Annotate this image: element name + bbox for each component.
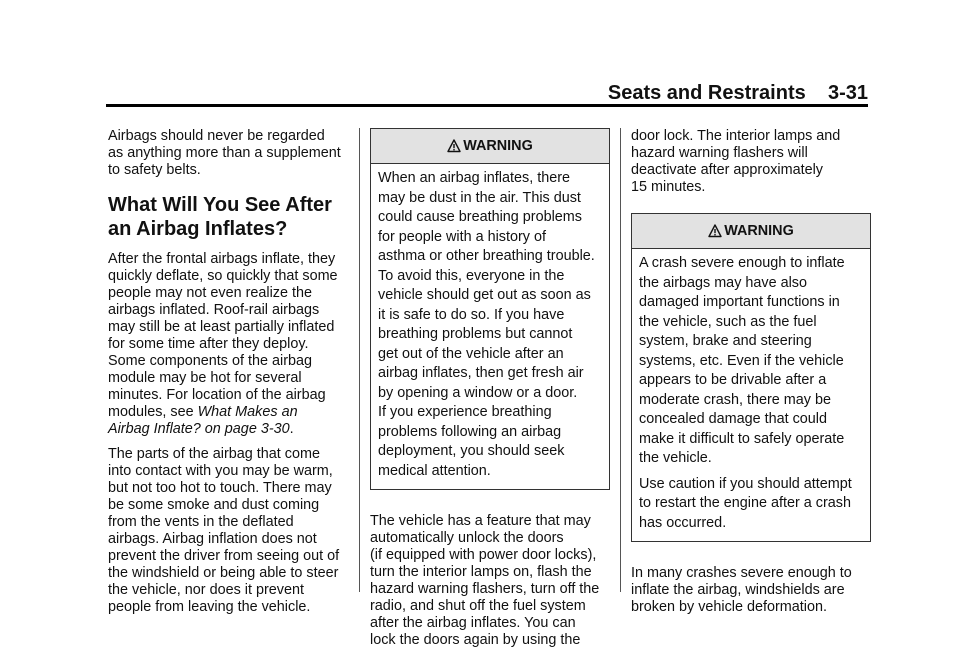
text-line: door lock. The interior lamps and (631, 128, 841, 144)
warning-title: WARNING (724, 222, 794, 239)
cross-reference-link[interactable]: Airbag Inflate? on page 3-30 (108, 421, 290, 437)
text-line: airbag inflates, then get fresh air (378, 365, 584, 381)
text-fragment: . (289, 421, 294, 437)
text-line: may be dust in the air. This dust (378, 189, 581, 206)
warning-paragraph (639, 254, 864, 469)
warning-header (371, 129, 609, 164)
warning-triangle-icon (447, 139, 461, 153)
text-line: A crash severe enough to inflate (639, 255, 845, 271)
text-line: but not too hot to touch. There may (108, 480, 332, 496)
intro-paragraph (108, 128, 350, 179)
text-line: quickly deflate, so quickly that some (108, 268, 338, 284)
warning-paragraph (378, 169, 603, 481)
text-line: the windshield or being able to steer (108, 565, 339, 581)
text-line: to restart the engine after a crash (639, 495, 851, 511)
warning-body (632, 249, 870, 541)
text-line: damaged important functions in (639, 294, 840, 310)
text-fragment: modules, see (108, 404, 198, 420)
text-line: lock the doors again by using the (370, 632, 581, 648)
text-line: hazard warning flashers, turn off the (370, 581, 600, 597)
airbag-parts-paragraph (108, 446, 350, 616)
text-line: breathing problems but cannot (378, 326, 573, 342)
after-inflate-paragraph (108, 251, 350, 438)
text-line: appears to be drivable after a (639, 372, 827, 388)
text-line: system, brake and steering (639, 333, 812, 349)
heading-line: an Airbag Inflates? (108, 218, 288, 240)
text-line (108, 421, 350, 438)
warning-paragraph (639, 475, 864, 534)
text-line: broken by vehicle deformation. (631, 599, 827, 615)
text-line: for some time after they deploy. (108, 336, 309, 352)
text-line: has occurred. (639, 514, 727, 531)
text-line: problems following an airbag (378, 423, 562, 440)
text-line: Airbags should never be regarded (108, 128, 325, 144)
text-line: Use caution if you should attempt (639, 475, 852, 492)
windshield-paragraph (631, 565, 871, 616)
text-line: airbags. Airbag inflation does not (108, 531, 317, 547)
text-line: from the vents in the deflated (108, 514, 294, 530)
text-line: it is safe to do so. If you have (378, 306, 565, 323)
text-line: the airbags may have also (639, 274, 807, 291)
text-line: turn the interior lamps on, flash the (370, 564, 592, 580)
warning-box-dust (370, 128, 610, 490)
text-line: airbags inflated. Roof-rail airbags (108, 302, 320, 318)
text-line (108, 404, 350, 421)
cross-reference-link[interactable]: What Makes an (197, 404, 298, 420)
text-line: inflate the airbag, windshields are (631, 582, 845, 598)
text-line: by opening a window or a door. (378, 384, 578, 401)
text-line: In many crashes severe enough to (631, 565, 852, 581)
header-rule (106, 104, 868, 107)
text-line: make it difficult to safely operate (639, 430, 845, 447)
text-line: the vehicle, nor does it prevent (108, 582, 304, 598)
text-line: If you experience breathing (378, 404, 552, 420)
text-line: deployment, you should seek (378, 443, 565, 459)
text-line: minutes. For location of the airbag (108, 387, 326, 403)
text-line: Some components of the airbag (108, 353, 312, 369)
text-line: hazard warning flashers will (631, 145, 808, 161)
text-line: systems, etc. Even if the vehicle (639, 352, 844, 369)
column-2 (370, 128, 610, 657)
text-line: the vehicle, such as the fuel (639, 313, 817, 330)
text-line: To avoid this, everyone in the (378, 267, 565, 284)
text-line: concealed damage that could (639, 411, 828, 427)
text-line: people from leaving the vehicle. (108, 599, 311, 615)
text-line: After the frontal airbags inflate, they (108, 251, 336, 267)
column-divider-1 (359, 128, 360, 592)
text-line: may still be at least partially inflated (108, 319, 335, 335)
page-header (608, 82, 868, 105)
warning-box-crash (631, 213, 871, 542)
text-line: The vehicle has a feature that may (370, 513, 591, 529)
column-3 (631, 128, 871, 624)
text-line: medical attention. (378, 462, 491, 479)
warning-header (632, 214, 870, 249)
text-line: be some smoke and dust coming (108, 497, 320, 513)
text-line: into contact with you may be warm, (108, 463, 333, 479)
text-line: automatically unlock the doors (370, 530, 564, 546)
text-line: radio, and shut off the fuel system (370, 598, 586, 614)
section-heading (108, 193, 350, 241)
heading-line: What Will You See After (108, 194, 332, 216)
text-line: get out of the vehicle after an (378, 345, 564, 362)
warning-body (371, 164, 609, 489)
text-line: the vehicle. (639, 450, 712, 466)
text-line: as anything more than a supplement (108, 145, 341, 161)
page-number: 3-31 (827, 82, 868, 104)
text-line: for people with a history of (378, 228, 546, 245)
section-title: Seats and Restraints (607, 82, 806, 104)
text-line: The parts of the airbag that come (108, 446, 320, 462)
warning-title: WARNING (463, 137, 533, 154)
warning-triangle-icon (708, 224, 722, 238)
text-line: after the airbag inflates. You can (370, 615, 576, 631)
text-line: vehicle should get out as soon as (378, 287, 591, 303)
text-line: (if equipped with power door locks), (370, 547, 597, 563)
door-unlock-paragraph (370, 513, 610, 649)
text-line: to safety belts. (108, 162, 201, 178)
text-line: module may be hot for several (108, 370, 302, 386)
text-line: prevent the driver from seeing out of (108, 548, 340, 564)
text-line: 15 minutes. (631, 179, 706, 195)
text-line: moderate crash, there may be (639, 391, 831, 408)
text-line: When an airbag inflates, there (378, 170, 570, 186)
text-line: deactivate after approximately (631, 162, 823, 178)
column-1 (108, 128, 350, 624)
text-line: asthma or other breathing trouble. (378, 248, 595, 264)
door-lock-continued-paragraph (631, 128, 871, 196)
text-line: could cause breathing problems (378, 209, 582, 225)
column-divider-2 (620, 128, 621, 592)
text-line: people may not even realize the (108, 285, 312, 301)
